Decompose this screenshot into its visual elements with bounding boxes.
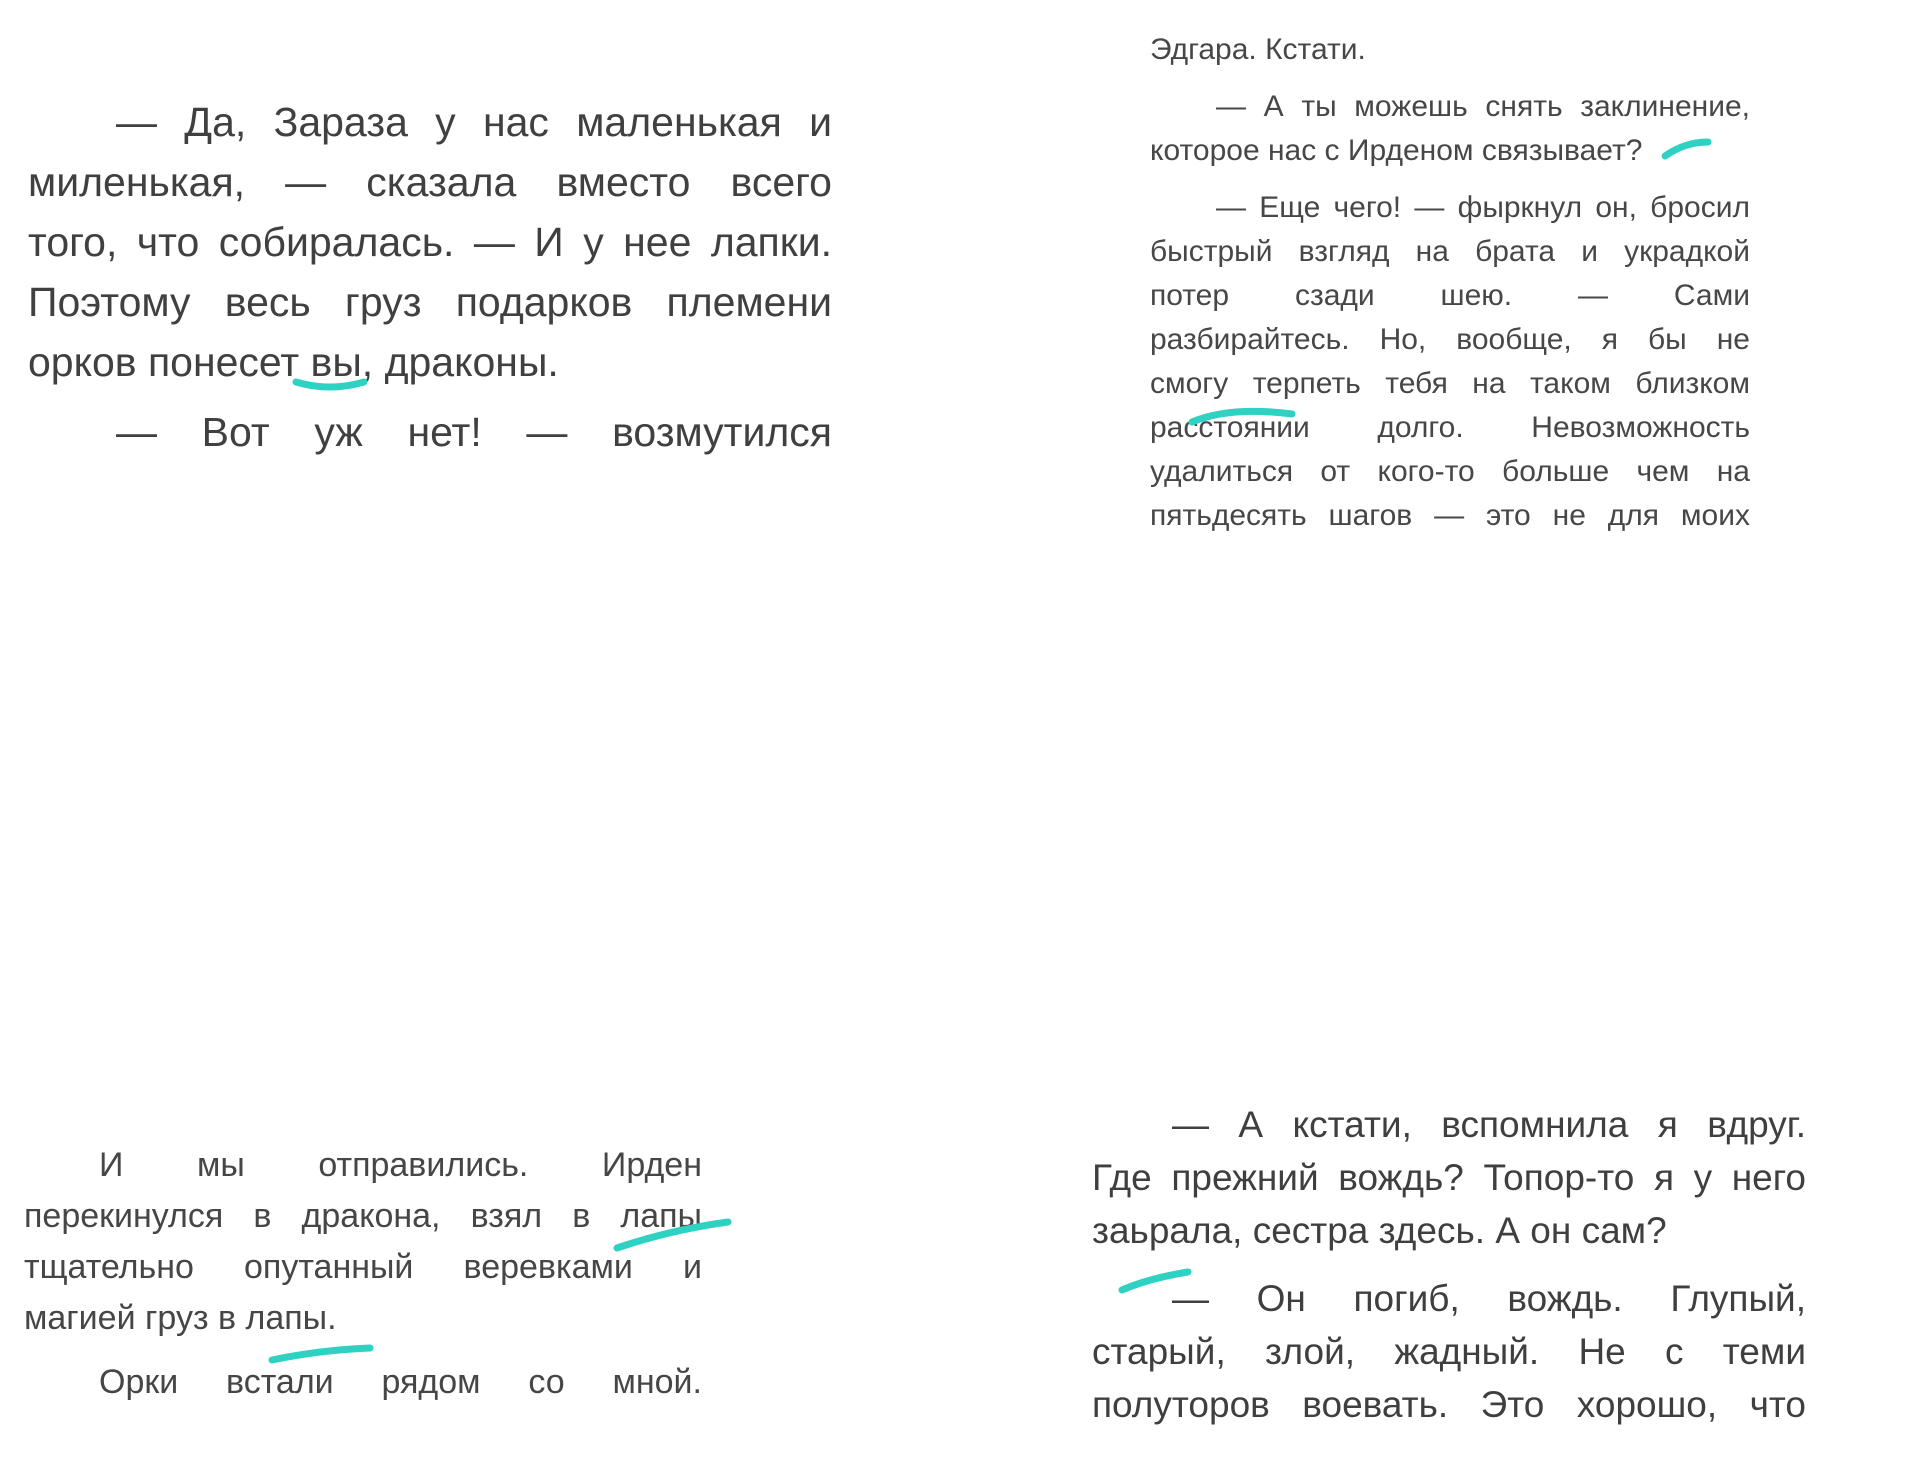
text-line: — Еще чего! — фыркнул он, бросил	[1216, 191, 1750, 224]
text-line: смогу терпеть тебя на таком близком	[1150, 367, 1750, 400]
text-line: орков понесет вы, драконы.	[28, 339, 559, 385]
text-line: И мы отправились. Ирден	[99, 1146, 702, 1184]
page-fragment-bottom-right	[1092, 1098, 1806, 1425]
text-line: удалиться от кого-то больше чем на	[1150, 455, 1750, 488]
page-fragment-top-left	[28, 92, 832, 455]
text-line: того, что собиралась. — И у нее лапки.	[28, 219, 832, 265]
text-line: пятьдесять шагов — это не для моих	[1150, 499, 1750, 532]
paragraph	[1092, 1098, 1806, 1257]
text-line: Орки встали рядом со мной.	[99, 1363, 702, 1401]
text-line: — А ты можешь снять заклинение,	[1216, 90, 1750, 123]
paragraph	[1150, 186, 1750, 538]
text-line: — Да, Зараза у нас маленькая и	[116, 99, 832, 145]
text-line: Где прежний вождь? Топор-то я у него	[1092, 1157, 1806, 1198]
text-line: потер сзади шею. — Сами	[1150, 279, 1750, 312]
text-line: — Вот уж нет! — возмутился	[116, 409, 832, 455]
text-line: магией груз в лапы.	[24, 1299, 337, 1337]
paragraph	[28, 92, 832, 392]
text-line: быстрый взгляд на брата и украдкой	[1150, 235, 1750, 268]
paragraph	[1150, 85, 1750, 173]
paragraph	[24, 1357, 702, 1408]
text-line: полуторов воевать. Это хорошо, что	[1092, 1384, 1806, 1425]
page-fragment-bottom-left	[24, 1140, 702, 1408]
paragraph	[24, 1140, 702, 1344]
text-line: расстоянии долго. Невозможность	[1150, 411, 1750, 444]
page-fragment-top-right	[1150, 28, 1750, 532]
text-line: разбирайтесь. Но, вообще, я бы не	[1150, 323, 1750, 356]
text-line: — А кстати, вспомнила я вдруг.	[1172, 1104, 1806, 1145]
text-line: заьрала, сестра здесь. А он сам?	[1092, 1210, 1667, 1251]
paragraph	[28, 402, 832, 462]
text-line: Поэтому весь груз подарков племени	[28, 279, 832, 325]
paragraph	[1150, 28, 1750, 72]
text-line: старый, злой, жадный. Не с теми	[1092, 1331, 1806, 1372]
text-line: перекинулся в дракона, взял в лапы	[24, 1197, 702, 1235]
text-line: — Он погиб, вождь. Глупый,	[1172, 1278, 1806, 1319]
text-line: которое нас с Ирденом связывает?	[1150, 134, 1643, 167]
text-line: Эдгара. Кстати.	[1150, 33, 1366, 66]
text-line: тщательно опутанный веревками и	[24, 1248, 702, 1286]
text-line: миленькая, — сказала вместо всего	[28, 159, 832, 205]
paragraph	[1092, 1272, 1806, 1431]
